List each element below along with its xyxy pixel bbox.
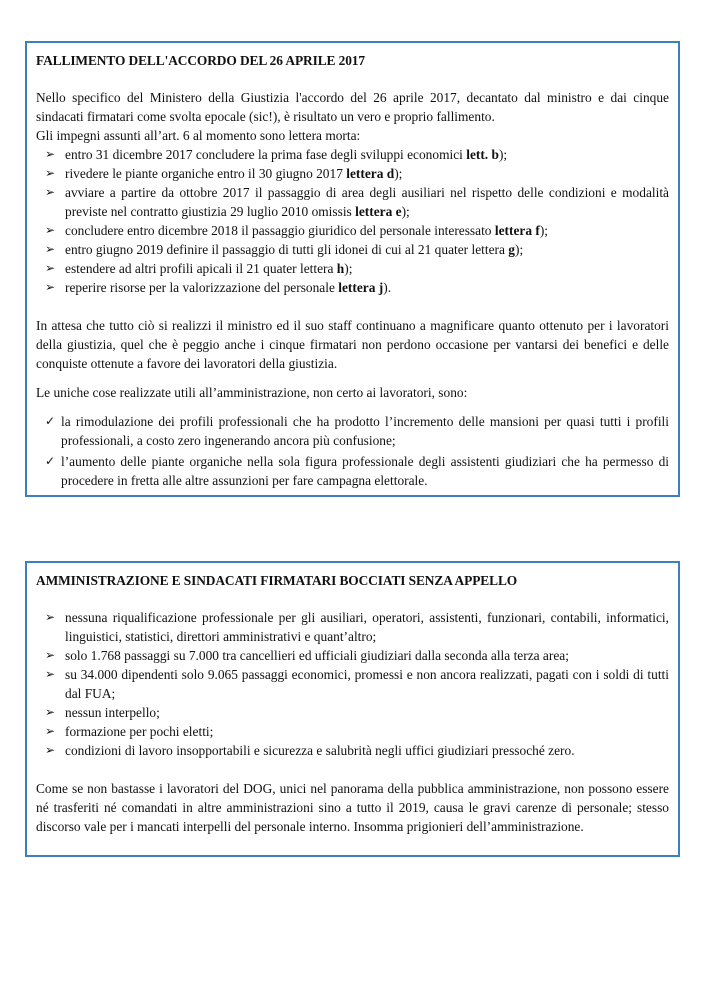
- paragraph: Le uniche cose realizzate utili all’amministrazione, non certo ai lavoratori, sono:: [36, 385, 468, 400]
- paragraph: In attesa che tutto ciò si realizzi il ministro ed il suo staff continuano a magnificare quanto ottenuto per i lavoratori della giustizia, quel che è peggio anche i cinque firmatari non perdono occasione per vantarsi dei benefici e delle conquiste ottenute a favore dei lavoratori della giustizia.: [36, 318, 669, 371]
- list-item: ➢ entro 31 dicembre 2017 concludere la prima fase degli sviluppi economici lett. b);: [45, 147, 508, 162]
- check-mark-icon: ✓: [45, 454, 56, 468]
- arrow-bullet-icon: ➢: [45, 705, 56, 719]
- list-item: ➢ solo 1.768 passaggi su 7.000 tra cancellieri ed ufficiali giudiziari dalla seconda alla terza area;: [45, 648, 569, 663]
- commitments-list: [36, 145, 669, 297]
- arrow-bullet-icon: ➢: [45, 242, 56, 256]
- intro-paragraph: Nello specifico del Ministero della Giustizia l'accordo del 26 aprile 2017, decantato dal ministro e dai cinque sindacati firmatari come svolta epocale (sic!), è risultato un vero e proprio fallimento.: [36, 90, 669, 124]
- list-item: ➢ nessuna riqualificazione professionale per gli ausiliari, operatori, assistenti, funzionari, contabili, informatici, linguistici, statistici, direttori amministrativi e quant’altro;: [45, 610, 669, 644]
- arrow-bullet-icon: ➢: [45, 667, 56, 681]
- list-item: ✓ la rimodulazione dei profili professionali che ha prodotto l’incremento delle mansioni per quasi tutti i profili professionali, a costo zero ingenerando ancora più confusione;: [45, 414, 669, 448]
- list-item: ➢ nessun interpello;: [45, 705, 160, 720]
- list-item: ➢ estendere ad altri profili apicali il 21 quater lettera h);: [45, 261, 353, 276]
- section-fallimento-accordo: [25, 41, 680, 497]
- arrow-bullet-icon: ➢: [45, 743, 56, 757]
- arrow-bullet-icon: ➢: [45, 610, 56, 624]
- arrow-bullet-icon: ➢: [45, 147, 56, 161]
- section-title: AMMINISTRAZIONE E SINDACATI FIRMATARI BOCCIATI SENZA APPELLO: [36, 573, 518, 588]
- list-item: ➢ condizioni di lavoro insopportabili e sicurezza e salubrità negli uffici giudiziari pressoché zero.: [45, 743, 575, 758]
- list-item: ➢ avviare a partire da ottobre 2017 il passaggio di area degli ausiliari nel rispetto delle condizioni e modalità previste nel contratto giustizia 29 luglio 2010 omissis lettera e);: [45, 185, 669, 219]
- achievements-list: [36, 412, 669, 490]
- list-item: ➢ concludere entro dicembre 2018 il passaggio giuridico del personale interessato lettera f);: [45, 223, 549, 238]
- check-mark-icon: ✓: [45, 414, 56, 428]
- arrow-bullet-icon: ➢: [45, 261, 56, 275]
- lead-paragraph: Gli impegni assunti all’art. 6 al momento sono lettera morta:: [36, 128, 361, 143]
- list-item: ✓ l’aumento delle piante organiche nella sola figura professionale degli assistenti giudiziari che ha permesso di procedere in fretta alle altre assunzioni per fare campagna elettorale.: [45, 454, 669, 488]
- section-bocciati-senza-appello: [25, 561, 680, 857]
- arrow-bullet-icon: ➢: [45, 223, 56, 237]
- list-item: ➢ reperire risorse per la valorizzazione del personale lettera j).: [45, 280, 392, 295]
- arrow-bullet-icon: ➢: [45, 724, 56, 738]
- paragraph: Come se non bastasse i lavoratori del DOG, unici nel panorama della pubblica amministrazione, non possono essere né trasferiti né comandati in altre amministrazioni sino a tutto il 2019, causa le gravi carenze di personale; stesso discorso vale per i mancati interpelli del personale interno. Insomma prigionieri dell’amministrazione.: [36, 781, 669, 834]
- list-item: ➢ rivedere le piante organiche entro il 30 giugno 2017 lettera d);: [45, 166, 403, 181]
- failures-list: [36, 608, 669, 760]
- arrow-bullet-icon: ➢: [45, 280, 56, 294]
- list-item: ➢ su 34.000 dipendenti solo 9.065 passaggi economici, promessi e non ancora realizzati, pagati con i soldi di tutti dal FUA;: [45, 667, 669, 701]
- arrow-bullet-icon: ➢: [45, 648, 56, 662]
- arrow-bullet-icon: ➢: [45, 185, 56, 199]
- list-item: ➢ entro giugno 2019 definire il passaggio di tutti gli idonei di cui al 21 quater lettera g);: [45, 242, 524, 257]
- list-item: ➢ formazione per pochi eletti;: [45, 724, 214, 739]
- arrow-bullet-icon: ➢: [45, 166, 56, 180]
- section-title: FALLIMENTO DELL'ACCORDO DEL 26 APRILE 2017: [36, 53, 366, 68]
